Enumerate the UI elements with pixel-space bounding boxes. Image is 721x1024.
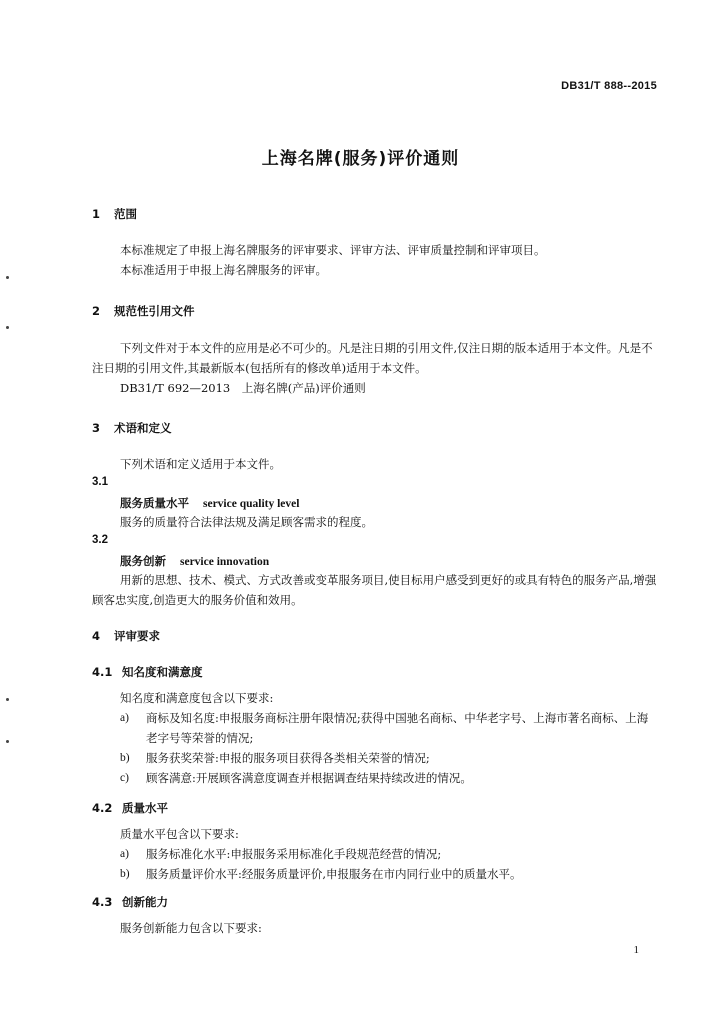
section-number: 3 bbox=[92, 421, 101, 435]
list-text: 顾客满意:开展顾客满意度调查并根据调查结果持续改进的情况。 bbox=[146, 771, 472, 785]
list-item bbox=[120, 844, 657, 864]
list-text: 服务标准化水平:申报服务采用标准化手段规范经营的情况; bbox=[146, 847, 442, 861]
section-title: 质量水平 bbox=[122, 801, 168, 815]
section-4-2-heading bbox=[92, 800, 168, 816]
term-3-1 bbox=[120, 495, 299, 511]
term-chinese: 服务创新 bbox=[120, 554, 166, 568]
section-4-3-heading bbox=[92, 894, 168, 910]
list-marker: b) bbox=[120, 752, 130, 764]
list-item bbox=[120, 748, 657, 768]
term-3-2 bbox=[120, 553, 269, 569]
section-2-para: 下列文件对于本文件的应用是必不可少的。凡是注日期的引用文件,仅注日期的版本适用于本文件。凡是不注日期的引用文件,其最新版本(包括所有的修改单)适用于本文件。 bbox=[92, 341, 653, 375]
section-title: 知名度和满意度 bbox=[122, 665, 203, 679]
section-3-heading bbox=[92, 420, 172, 436]
term-3-2-number: 3.2 bbox=[92, 534, 108, 546]
section-4-3-intro: 服务创新能力包含以下要求: bbox=[120, 921, 262, 935]
normative-reference: DB31/T 692—2013 上海名牌(产品)评价通则 bbox=[120, 381, 366, 395]
list-text: 服务获奖荣誉:申报的服务项目获得各类相关荣誉的情况; bbox=[146, 751, 430, 765]
section-1-heading bbox=[92, 206, 137, 222]
list-item bbox=[120, 708, 657, 748]
section-number: 4.3 bbox=[92, 895, 113, 909]
scan-speck bbox=[6, 698, 9, 701]
section-number: 2 bbox=[92, 304, 101, 318]
list-marker: c) bbox=[120, 772, 129, 784]
term-english: service quality level bbox=[203, 498, 300, 510]
term-3-2-definition: 用新的思想、技术、模式、方式改善或变革服务项目,使目标用户感受到更好的或具有特色的服务产品,增强顾客忠实度,创造更大的服务价值和效用。 bbox=[92, 573, 657, 607]
term-3-1-number: 3.1 bbox=[92, 476, 108, 488]
list-marker: b) bbox=[120, 868, 130, 880]
list-item bbox=[120, 768, 657, 788]
scan-speck bbox=[6, 326, 9, 329]
section-2-heading bbox=[92, 303, 195, 319]
term-3-1-definition: 服务的质量符合法律法规及满足顾客需求的程度。 bbox=[120, 515, 373, 529]
standard-code: DB31/T 888--2015 bbox=[561, 80, 657, 92]
list-marker: a) bbox=[120, 712, 129, 724]
section-title: 规范性引用文件 bbox=[114, 304, 195, 318]
scan-speck bbox=[6, 276, 9, 279]
list-text: 商标及知名度:申报服务商标注册年限情况;获得中国驰名商标、中华老字号、上海市著名商标、上海老字号等荣誉的情况; bbox=[146, 711, 649, 745]
section-number: 4.1 bbox=[92, 665, 113, 679]
section-4-2-intro: 质量水平包含以下要求: bbox=[120, 827, 239, 841]
term-chinese: 服务质量水平 bbox=[120, 496, 189, 510]
section-1-para-2: 本标准适用于申报上海名牌服务的评审。 bbox=[120, 263, 327, 277]
section-3-para: 下列术语和定义适用于本文件。 bbox=[120, 457, 281, 471]
list-marker: a) bbox=[120, 848, 129, 860]
section-title: 评审要求 bbox=[114, 629, 160, 643]
term-english: service innovation bbox=[180, 556, 270, 568]
section-title: 术语和定义 bbox=[114, 421, 172, 435]
document-title: 上海名牌(服务)评价通则 bbox=[261, 149, 460, 169]
scan-speck bbox=[6, 740, 9, 743]
section-4-1-heading bbox=[92, 664, 203, 680]
section-1-para-1: 本标准规定了申报上海名牌服务的评审要求、评审方法、评审质量控制和评审项目。 bbox=[120, 243, 546, 257]
section-number: 1 bbox=[92, 207, 101, 221]
section-number: 4 bbox=[92, 629, 101, 643]
list-text: 服务质量评价水平:经服务质量评价,申报服务在市内同行业中的质量水平。 bbox=[146, 867, 522, 881]
section-title: 创新能力 bbox=[122, 895, 168, 909]
section-title: 范围 bbox=[114, 207, 137, 221]
section-number: 4.2 bbox=[92, 801, 113, 815]
section-4-1-intro: 知名度和满意度包含以下要求: bbox=[120, 691, 274, 705]
section-4-heading bbox=[92, 628, 160, 644]
list-item bbox=[120, 864, 657, 884]
page-number: 1 bbox=[633, 944, 639, 956]
